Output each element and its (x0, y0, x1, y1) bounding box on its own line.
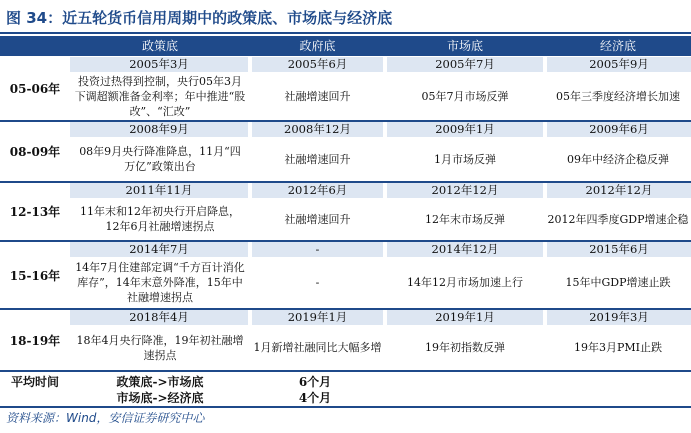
credit-text: - (315, 276, 320, 289)
policy-date: 2014年7月 (70, 242, 248, 257)
policy-text: 08年9月央行降准降息，11月“四万亿”政策出台 (79, 145, 241, 173)
economy-date: 2019年3月 (547, 310, 691, 325)
economy-date: 2005年9月 (547, 57, 691, 72)
economy-text: 05年三季度经济增长加速 (556, 89, 680, 103)
title-rule (0, 32, 691, 34)
policy-text: 11年末和12年初央行开启降息，12年6月社融增速拐点 (80, 205, 240, 233)
credit-text: 社融增速回升 (284, 89, 351, 103)
header-policy-bottom: 政策底 (70, 36, 250, 56)
average-label: 平均时间 (10, 375, 59, 389)
header-market-bottom: 市场底 (385, 36, 545, 56)
market-date: 2012年12月 (387, 183, 543, 198)
credit-date: 2019年1月 (252, 310, 383, 325)
source-note: 资料来源：Wind，安信证券研究中心 (6, 411, 205, 425)
market-date: 2014年12月 (387, 242, 543, 257)
period-label: 12-13年 (9, 205, 61, 219)
economy-text: 15年中GDP增速止跌 (565, 276, 671, 289)
policy-date: 2018年4月 (70, 310, 248, 325)
credit-text: 社融增速回升 (284, 212, 351, 226)
average-value: 6个月 (298, 375, 332, 389)
credit-date: - (252, 242, 383, 257)
header-credit-bottom: 政府底 (250, 36, 385, 56)
market-text: 12年末市场反弹 (425, 212, 505, 226)
header-economy-bottom: 经济底 (545, 36, 691, 56)
policy-date: 2011年11月 (70, 183, 248, 198)
market-text: 1月市场反弹 (434, 152, 496, 166)
market-date: 2009年1月 (387, 122, 543, 137)
period-label: 15-16年 (9, 268, 61, 283)
policy-date: 2005年3月 (70, 57, 248, 72)
period-label: 18-19年 (9, 333, 61, 348)
row-divider (0, 370, 691, 372)
credit-date: 2012年6月 (252, 183, 383, 198)
policy-text: 投资过热得到控制，央行05年3月下调超额准备金利率；年中推进“股改”、“汇改” (74, 74, 246, 118)
economy-text: 09年中经济企稳反弹 (567, 152, 669, 166)
economy-text: 2012年四季度GDP增速企稳 (547, 212, 689, 226)
credit-text: 社融增速回升 (284, 152, 351, 166)
policy-date: 2008年9月 (70, 122, 248, 137)
header-period-cell (0, 36, 70, 56)
period-label: 08-09年 (9, 145, 61, 159)
market-text: 05年7月市场反弹 (421, 89, 509, 103)
credit-date: 2005年6月 (252, 57, 383, 72)
policy-text: 14年7月住建部定调“千方百计消化库存”，14年末意外降准，15年中社融增速拐点 (75, 261, 245, 304)
market-text: 14年12月市场加速上行 (407, 276, 523, 289)
figure-title: 图 34：近五轮货币信用周期中的政策底、市场底与经济底 (6, 9, 393, 27)
average-pair: 市场底->经济底 (116, 391, 204, 405)
economy-date: 2012年12月 (547, 183, 691, 198)
economy-text: 19年3月PMI止跌 (573, 341, 662, 354)
market-date: 2019年1月 (387, 310, 543, 325)
period-label: 05-06年 (9, 82, 61, 96)
table-bottom-rule (0, 406, 691, 408)
average-value: 4个月 (298, 391, 332, 405)
economy-date: 2009年6月 (547, 122, 691, 137)
policy-text: 18年4月央行降准，19年初社融增速拐点 (76, 333, 244, 362)
economy-date: 2015年6月 (547, 242, 691, 257)
market-date: 2005年7月 (387, 57, 543, 72)
average-pair: 政策底->市场底 (116, 375, 204, 389)
credit-text: 1月新增社融同比大幅多增 (253, 341, 382, 354)
credit-date: 2008年12月 (252, 122, 383, 137)
market-text: 19年初指数反弹 (425, 341, 505, 354)
